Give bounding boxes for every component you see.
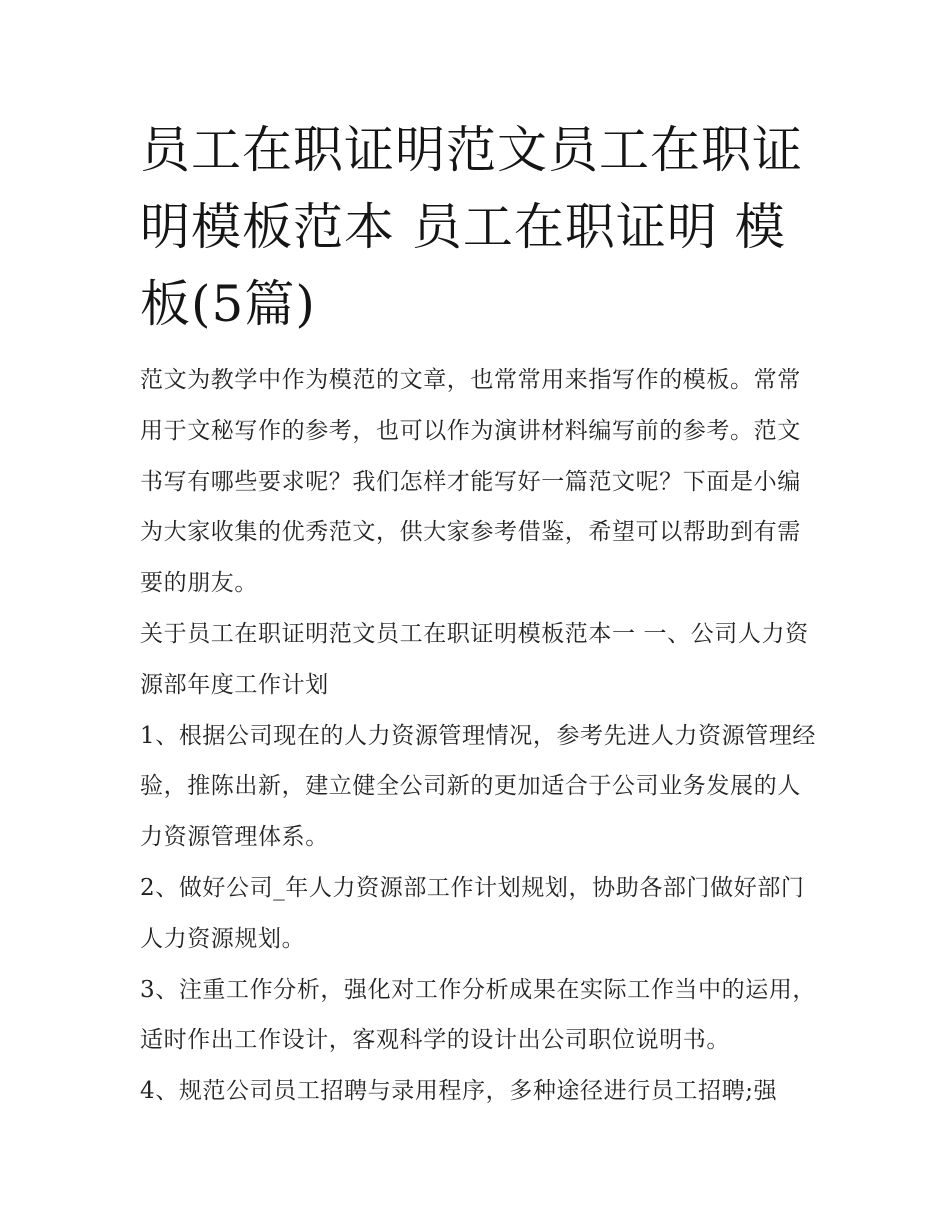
document-title: 员工在职证明范文员工在职证明模板范本 员工在职证明 模板(5篇) xyxy=(140,121,803,333)
document-body xyxy=(140,112,820,1117)
paragraph-item-3: 3、注重工作分析，强化对工作分析成果在实际工作当中的运用，适时作出工作设计，客观科学的设计出公司职位说明书。 xyxy=(140,976,817,1054)
paragraph-section-heading: 关于员工在职证明范文员工在职证明模板范本一 一、公司人力资源部年度工作计划 xyxy=(140,620,809,698)
paragraph-item-1: 1、根据公司现在的人力资源管理情况，参考先进人力资源管理经验，推陈出新，建立健全公司新的更加适合于公司业务发展的人力资源管理体系。 xyxy=(140,722,817,851)
paragraph-item-2: 2、做好公司_年人力资源部工作计划规划，协助各部门做好部门人力资源规划。 xyxy=(140,874,805,952)
paragraph-intro: 范文为教学中作为模范的文章，也常常用来指写作的模板。常常用于文秘写作的参考，也可以作为演讲材料编写前的参考。范文书写有哪些要求呢？我们怎样才能写好一篇范文呢？下面是小编为大家收集的优秀范文，供大家参考借鉴，希望可以帮助到有需要的朋友。 xyxy=(140,367,801,597)
paragraph-item-4: 4、规范公司员工招聘与录用程序，多种途径进行员工招聘;强 xyxy=(140,1078,778,1105)
